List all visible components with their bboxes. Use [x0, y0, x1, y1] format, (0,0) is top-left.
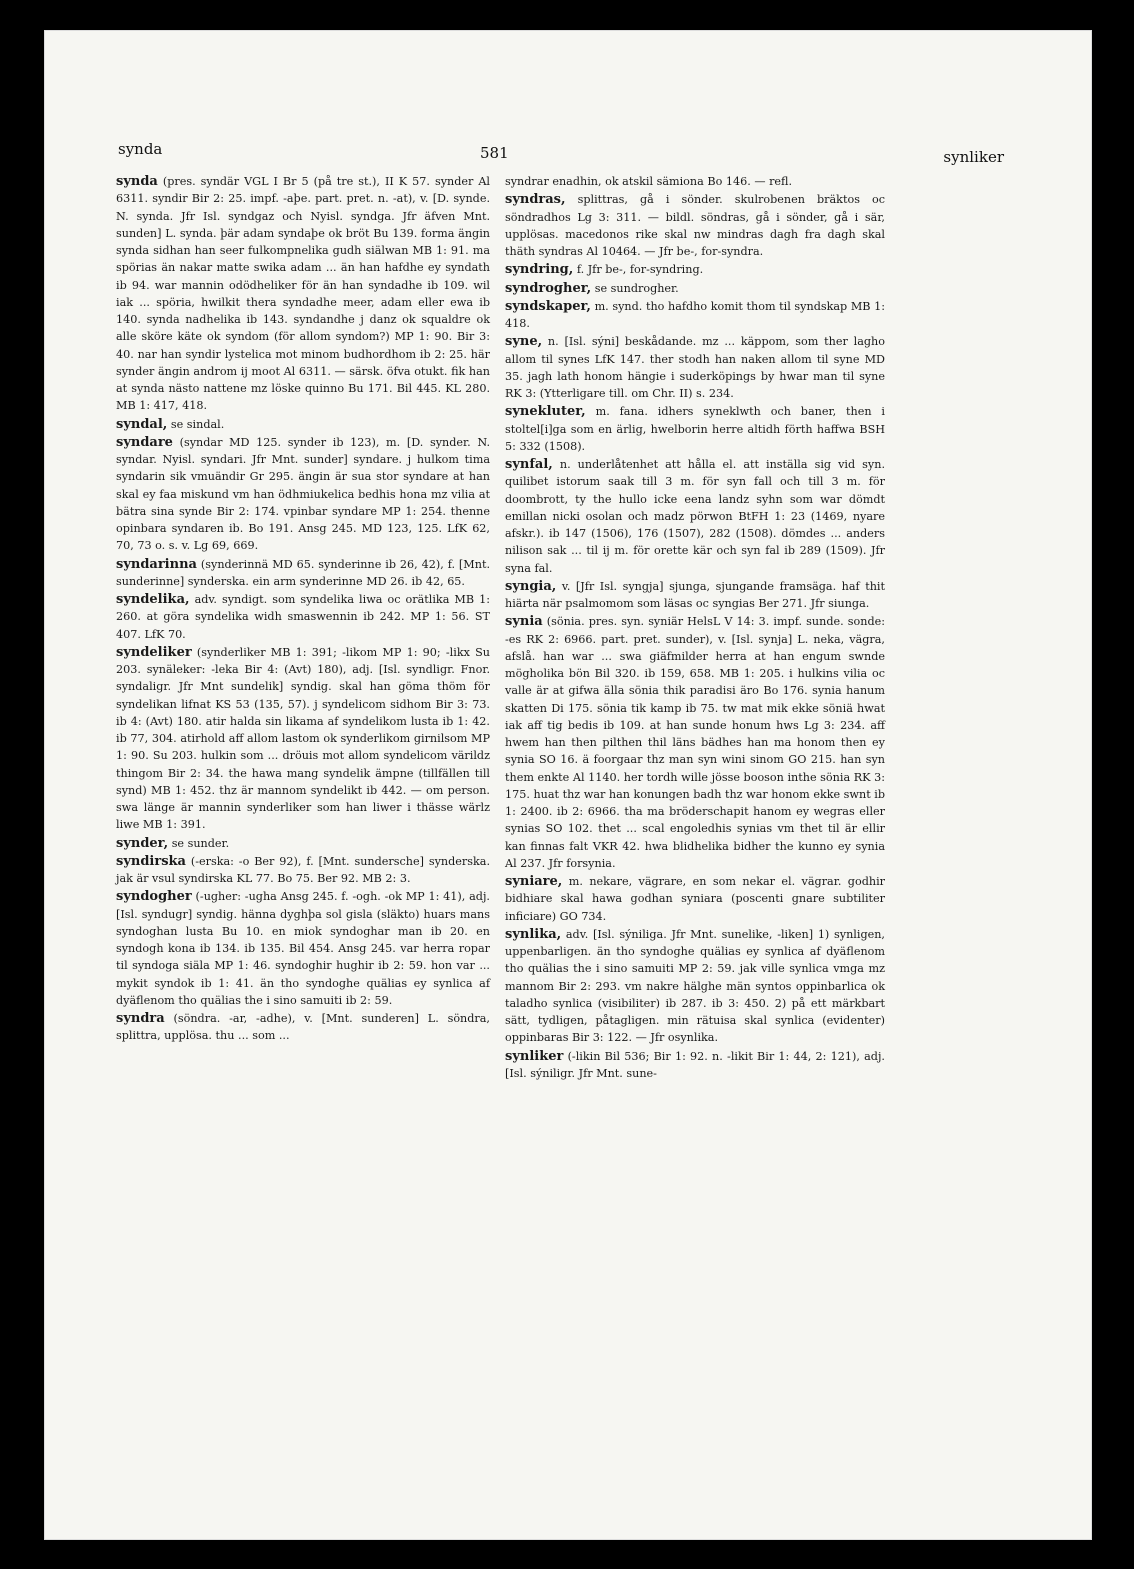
entry-syndarinna [116, 556, 490, 591]
entry-body: (sönia. pres. syn. syniär HelsL V 14: 3. impf. sunde. sonde: -es RK 2: 6966. part. pret. sunder), v. [Isl. synja] L. neka, vägra, afslå. han war ... swa giäfmilder herra at han engum swnde mögholika bön Bil 320. ib 159, 658. MB 1: 205. i hulkins vilia oc valle är at gifwa älla sönia thik paradisi äro Bo 176. synia hanum skatten Di 175. sönia tik kamp ib 75. tw mat mik ekke söniä hwat iak aff tig bedis ib 109. at han sunde honum hws Lg 3: 234. aff hwem han then pilthen thil läns bädhes han ma honom then ey synia SO 16. ä foorgaar thz man syn wini sinom GO 215. han syn them enkte Al 1140. her tordh wille jösse booson inthe sönia RK 3: 175. huat thz war han konungen badh thz war honom ekke swnt ib 1: 2400. ib 2: 6966. tha ma bröderschapit hanom ey wegras eller synias SO 102. thet ... scal engoledhis synias vm thet til är ellir kan finnas falt VKR 42. hwa blidhelika bidher the kunno ey synia Al 237. Jfr forsynia. [505, 615, 886, 870]
entry-syndrogher [505, 280, 885, 297]
entry-syne [505, 333, 885, 402]
entry-body: adv. [Isl. sýniliga. Jfr Mnt. sunelike, -liken] 1) synligen, uppenbarligen. än tho syndoghe quälias ey synlica af dyäflenom tho quälias the i sino samuiti MP 2: 59. jak ville synlica vmga mz mannom Bir 2: 293. vm nakre hälghe män syntos oppinbarlica ok taladho synlica (visibiliter) ib 287. ib 3: 450. 2) på ett märkbart sätt, tydligen, påtagligen. min rätuisa skal synlica (evidenter) oppinbaras Bir 3: 122. — Jfr osynlika. [505, 927, 885, 1045]
entry-syndeliker [116, 644, 490, 834]
page-number: 581 [480, 144, 509, 162]
headword: synliker [505, 1048, 564, 1064]
entry-body: (-likin Bil 536; Bir 1: 92. n. -likit Bir 1: 44, 2: 121), adj. [Isl. sýniligr. Jfr Mnt. sune- [505, 1049, 885, 1080]
left-column [116, 173, 490, 1046]
entry-syndogher [116, 888, 490, 1009]
entry-body: (syndar MD 125. synder ib 123), m. [D. synder. N. syndar. Nyisl. syndari. Jfr Mnt. sunder] syndare. j hulkom tima syndarin sik vmuändir Gr 295. ängin är sua stor syndare at han skal ey faa miskund vm han ödhmiukelica bedhis hona mz vilia at bätra sina synde Bir 2: 174. vpinbar syndare MP 1: 254. thenne opinbara syndaren ib. Bo 191. Ansg 245. MD 123, 125. LfK 62, 70, 73 o. s. v. Lg 69, 669. [116, 435, 490, 553]
entry-synia [505, 613, 885, 872]
headword: synia [505, 614, 543, 630]
entry-continuation [505, 173, 885, 190]
entry-syniare [505, 873, 885, 925]
entry-body: (söndra. -ar, -adhe), v. [Mnt. sunderen] L. söndra, splittra, upplösa. thu ... som ... [116, 1012, 490, 1043]
running-head-left: synda [118, 140, 163, 158]
headword: syndelika, [116, 592, 190, 607]
entry-body: syndrar enadhin, ok atskil sämiona Bo 146. — refl. [505, 175, 793, 188]
entry-syndelika [116, 591, 490, 643]
entry-syndskaper [505, 298, 885, 333]
entry-body: (-erska: -o Ber 92), f. [Mnt. sundersche] synderska. jak är vsul syndirska KL 77. Bo 75. Ber 92. MB 2: 3. [116, 854, 490, 885]
headword: syndarinna [116, 556, 197, 572]
headword: syndogher [116, 889, 192, 905]
entry-syndirska [116, 853, 490, 888]
entry-body: se sundrogher. [594, 281, 679, 295]
headword: synfal, [505, 457, 553, 472]
headword: syniare, [505, 874, 563, 889]
entry-syndare [116, 434, 490, 555]
entry-syndal [116, 416, 490, 433]
headword: syndra [116, 1011, 165, 1026]
entry-synda [116, 173, 490, 415]
headword: syngia, [505, 578, 557, 594]
headword: syndal, [116, 416, 168, 432]
entry-body: adv. syndigt. som syndelika liwa oc orätlika MB 1: 260. at göra syndelika widh smaswennin ib 242. MP 1: 56. ST 407. LfK 70. [116, 593, 491, 641]
entry-synder [116, 835, 490, 852]
dictionary-page [44, 30, 1092, 1540]
headword: syne, [505, 334, 543, 350]
entry-synfal [505, 456, 885, 577]
entry-body: m. synd. tho hafdho komit thom til syndskap MB 1: 418. [505, 299, 885, 330]
entry-body: se sunder. [171, 836, 230, 850]
headword: synda [116, 174, 158, 189]
entry-body: n. underlåtenhet att hålla el. att inställa sig vid syn. quilibet istorum saak till 3 m. för syn fall och till 3 m. för doombrott, ty the hullo icke eena landz syhn som war dömdt emillan nicki osolan och madz pörwon BtFH 1: 23 (1469, nyare afskr.). ib 147 (1506), 176 (1507), 282 (1508). dömdes ... anders nilison sak ... til ij m. för orette kär och syn fal ib 289 (1509). Jfr syna fal. [505, 458, 886, 575]
headword: syndras, [505, 192, 566, 208]
headword: synekluter, [505, 404, 586, 420]
headword: syndrogher, [505, 280, 592, 296]
headword: syndare [116, 434, 173, 450]
headword: syndeliker [116, 644, 192, 660]
entry-body: (-ugher: -ugha Ansg 245. f. -ogh. -ok MP 1: 41), adj. [Isl. syndugr] syndig. hänna dyghþa sol gisla (släkto) huars mans syndoghan lusta Bu 10. en miok syndoghar man ib 20. en syndogh kona ib 134. ib 135. Bil 454. Ansg 245. var herra ropar til syndoga siäla MP 1: 46. syndoghir hughir ib 2: 59. hon var ... mykit syndok ib 1: 41. än tho syndoghe quälias ey synlica af dyäflenom tho quälias the i sino samuiti ib 2: 59. [116, 890, 490, 1007]
entry-body: n. [Isl. sýni] beskådande. mz ... käppom, som ther lagho allom til synes LfK 147. ther stodh han naken allom til syne MD 35. jagh lath honom hängie i suderköpings by hwar man til syne RK 3: (Ytterligare till. om Chr. II) s. 234. [505, 335, 885, 400]
entry-body: se sindal. [170, 417, 225, 431]
entry-syndring [505, 261, 885, 278]
running-head-right: synliker [943, 148, 1004, 166]
entry-body: (synderinnä MD 65. synderinne ib 26, 42), f. [Mnt. sunderinne] synderska. ein arm synderinne MD 26. ib 42, 65. [116, 557, 491, 588]
entry-synlika [505, 926, 885, 1047]
entry-body: (synderliker MB 1: 391; -likom MP 1: 90; -likx Su 203. synäleker: -leka Bir 4: (Avt) 180), adj. [Isl. syndligr. Fnor. syndaligr. Jfr Mnt sundelik] syndig. skal han göma thöm för syndelikan lifnat KS 53 (135, 57). j syndelicom sidhom Bir 3: 73. ib 4: (Avt) 180. atir halda sin likama af syndelikom lusta ib 1: 42. ib 77, 304. atirhold aff allom lastom ok synderlikom girnilsom MP 1: 90. Su 203. hulkin som ... dröuis mot allom syndelicom värildz thingom Bir 2: 34. the hawa mang syndelik ämpne (tillfällen till synd) MB 1: 452. thz är mannom syndelikt ib 442. — om person. swa länge är mannin synderliker som han liwer i thässe wärlz liwe MB 1: 391. [116, 645, 490, 832]
headword: syndskaper, [505, 298, 591, 314]
entry-body: m. nekare, vägrare, en som nekar el. vägrar. godhir bidhiare skal hawa godhan syniara (poscenti gnare subtiliter inficiare) GO 734. [505, 875, 886, 923]
entry-body: splittras, gå i sönder. skulrobenen bräktos oc söndradhos Lg 3: 311. — bildl. söndras, gå i sönder, gå i sär, upplösas. macedonos rike skal nw mindras dagh fra dagh skal thäth syndras Al 10464. — Jfr be-, for-syndra. [505, 193, 885, 258]
entry-synekluter [505, 403, 885, 455]
entry-body: m. fana. idhers syneklwth och baner, then i stoltel[i]ga som en ärlig, hwelborin herre altidh förth haffwa BSH 5: 332 (1508). [505, 405, 885, 453]
headword: synder, [116, 835, 169, 851]
entry-body: (pres. syndär VGL I Br 5 (på tre st.), II K 57. synder Al 6311. syndir Bir 2: 25. impf. -aþe. part. pret. n. -at), v. [D. synde. N. synda. Jfr Isl. syndgaz och Nyisl. syndga. Jfr äfven Mnt. sunden] L. synda. þär adam syndaþe ok bröt Bu 139. forma ängin synda sidhan han seer fulkompnelika gudh siälwan MB 1: 91. ma spörias än nakar matte swika adam ... än han hafdhe ey syndath ib 94. war mannin odödheliker för än han syndadhe ib 109. wil iak ... spöria, hwilkit thera syndadhe meer, adam eller ewa ib 140. synda nadhelika ib 143. syndandhe j danz ok squaldre ok alle sköre käte ok syndom (för allom syndom?) MP 1: 90. Bir 3: 40. nar han syndir lystelica mot minom budhordhom ib 2: 25. här synder ängin androm ij moot Al 6311. — särsk. öfva otukt. fik han at synda nästo nattene mz löske quinno Bu 171. Bil 445. KL 280. MB 1: 417, 418. [116, 175, 490, 413]
entry-syndra [116, 1010, 490, 1045]
entry-syngia [505, 578, 885, 613]
headword: syndring, [505, 262, 574, 278]
headword: synlika, [505, 926, 562, 942]
right-column [505, 173, 885, 1083]
entry-body: f. Jfr be-, for-syndring. [576, 263, 704, 277]
entry-body: v. [Jfr Isl. syngja] sjunga, sjungande framsäga. haf thit hiärta när psalmomom som läsas oc syngias Ber 271. Jfr siunga. [505, 579, 885, 610]
entry-syndras [505, 191, 885, 260]
entry-synliker [505, 1048, 885, 1083]
headword: syndirska [116, 853, 186, 869]
